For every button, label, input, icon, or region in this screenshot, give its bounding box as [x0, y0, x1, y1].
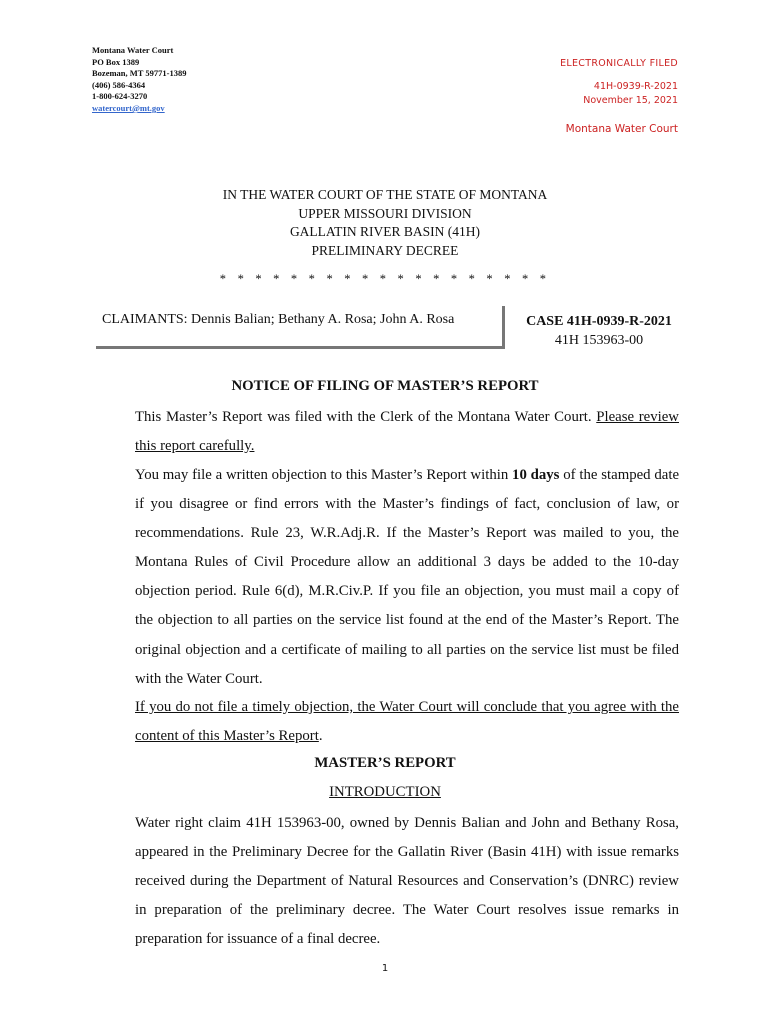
introduction-text: Water right claim 41H 153963-00, owned by Dennis Balian and John and Bethany Rosa, appeared in the Preliminary Decree for the Gallatin River (Basin 41H) with issue remarks received during the Department of Natural Resources and Conservation’s (DNRC) review in preparation of the preliminary decree. The Water Court resolves issue remarks in preparation for issuance of a final decree.	[135, 815, 679, 948]
page-number: 1	[381, 963, 389, 974]
claimants-line: CLAIMANTS: Dennis Balian; Bethany A. Rosa; John A. Rosa	[102, 312, 455, 327]
heading-court: IN THE WATER COURT OF THE STATE OF MONTANA	[222, 187, 548, 202]
heading-division: UPPER MISSOURI DIVISION	[298, 205, 472, 221]
heading-basin: GALLATIN RIVER BASIN (41H)	[289, 224, 481, 240]
claim-number: 41H 153963-00	[554, 333, 644, 348]
stamp-filed-label: ELECTRONICALLY FILED	[560, 58, 678, 69]
notice-p2-text-a: You may file a written objection to this Master’s Report within	[135, 467, 509, 483]
heading-decree: PRELIMINARY DECREE	[311, 242, 459, 258]
asterisk-separator: * * * * * * * * * * * * * * * * * * *	[219, 272, 551, 286]
court-email-link[interactable]: watercourt@mt.gov	[92, 102, 165, 113]
court-name: Montana Water Court	[92, 45, 174, 55]
court-address-block	[92, 45, 187, 115]
notice-p2-deadline: 10 days	[512, 467, 560, 483]
notice-p3-text: If you do not file a timely objection, the Water Court will conclude that you agree with the content of this Master’s Report	[135, 699, 679, 745]
notice-p1-text: This Master’s Report was filed with the Clerk of the Montana Water Court.	[135, 409, 592, 425]
document-heading	[0, 186, 770, 260]
court-toll-free: 1-800-624-3270	[92, 91, 148, 102]
case-block	[514, 312, 684, 350]
notice-p1-review: Please review this report carefully.	[135, 409, 679, 455]
court-phone: (406) 586-4364	[92, 79, 146, 90]
introduction-paragraph	[91, 809, 679, 954]
court-city: Bozeman, MT 59771-1389	[92, 68, 187, 79]
notice-paragraph-3	[91, 693, 679, 751]
section-introduction: INTRODUCTION	[329, 784, 441, 800]
notice-paragraph-1	[91, 403, 679, 461]
case-number: CASE 41H-0939-R-2021	[526, 314, 672, 329]
stamp-case-number: 41H-0939-R-2021	[593, 81, 678, 92]
notice-p2-text-b: of the stamped date if you disagree or find errors with the Master’s findings of fact, conclusion of law, or recommendations. Rule 23, W.R.Adj.R. If the Master’s Report was mailed to you, the Montana Rules of Civil Procedure allow an additional 3 days be added to the 10-day objection period. Rule 6(d), M.R.Civ.P. If you file an objection, you must mail a copy of the objection to all parties on the service list found at the end of the Master’s Report. The original objection and a certificate of mailing to all parties on the service list must be filed with the Water Court.	[135, 467, 680, 687]
notice-paragraph-2	[91, 461, 679, 694]
notice-title: NOTICE OF FILING OF MASTER’S REPORT	[231, 378, 539, 394]
stamp-court: Montana Water Court	[565, 123, 678, 135]
stamp-date: November 15, 2021	[583, 95, 678, 106]
filing-stamp	[560, 58, 678, 135]
court-po-box: PO Box 1389	[92, 56, 140, 67]
notice-p3-period: .	[318, 728, 323, 745]
report-title: MASTER’S REPORT	[314, 755, 456, 771]
